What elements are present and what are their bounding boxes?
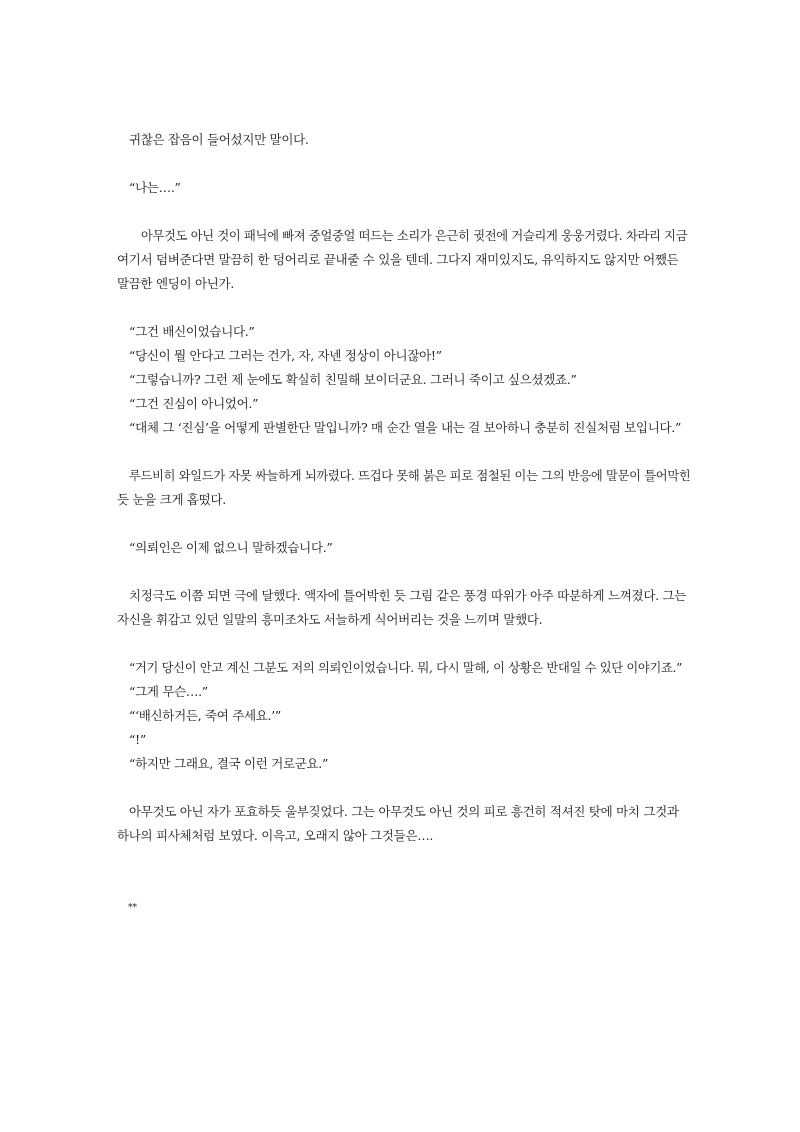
- dialogue-block-1: [117, 320, 691, 440]
- paragraph-7-line: 하나의 피사체처럼 보였다. 이윽고, 오래지 않아 그것들은….: [117, 828, 434, 843]
- paragraph-3-line: 여기서 덤벼준다면 말끔히 한 덩어리로 끝내줄 수 있을 텐데. 그다지 재미있지도, 유익하지도 않지만 어쨌든: [117, 252, 679, 267]
- paragraph-1: 귀찮은 잡음이 들어섰지만 말이다.: [129, 132, 309, 147]
- paragraph-gap: [117, 776, 691, 800]
- paragraph-gap: [117, 560, 691, 584]
- dialogue-line: “당신이 뭘 안다고 그러는 건가, 자, 자넨 정상이 아니잖아!”: [129, 348, 442, 363]
- paragraph-2: “나는….”: [129, 180, 181, 195]
- dialogue-block-2: [117, 656, 691, 776]
- dialogue-line: “그렇습니까? 그런 제 눈에도 확실히 친밀해 보이더군요. 그러니 죽이고 싶으셨겠죠.”: [129, 372, 577, 387]
- paragraph-3: [117, 224, 691, 296]
- dialogue-line: “!”: [129, 732, 146, 747]
- paragraph-4-line: 듯 눈을 크게 홉떴다.: [117, 492, 226, 507]
- paragraph-gap: [117, 296, 691, 320]
- paragraph-6-line: 치정극도 이쯤 되면 극에 달했다. 액자에 틀어박힌 듯 그림 같은 풍경 따위가 아주 따분하게 느껴졌다. 그는: [129, 588, 687, 603]
- paragraph-gap: [117, 152, 691, 176]
- paragraph-7-line: 아무것도 아닌 자가 포효하듯 울부짖었다. 그는 아무것도 아닌 것의 피로 흥건히 적셔진 탓에 마치 그것과: [129, 804, 679, 819]
- paragraph-6-line: 자신을 휘감고 있던 일말의 흥미조차도 서늘하게 식어버리는 것을 느끼며 말했다.: [117, 612, 543, 627]
- scene-break-marker: **: [128, 903, 137, 913]
- dialogue-line: “그건 배신이었습니다.”: [129, 324, 255, 339]
- paragraph-gap: [117, 632, 691, 656]
- paragraph-7: [117, 800, 691, 848]
- paragraph-3-line: 아무것도 아닌 것이 패닉에 빠져 중얼중얼 떠드는 소리가 은근히 귓전에 거슬리게 웅웅거렸다. 차라리 지금: [141, 229, 688, 243]
- paragraph-gap: [117, 200, 691, 224]
- paragraph-gap: [117, 440, 691, 464]
- paragraph-4-line: 루드비히 와일드가 자못 싸늘하게 뇌까렸다. 뜨겁다 못해 붉은 피로 점철된 이는 그의 반응에 말문이 틀어막힌: [129, 469, 691, 483]
- dialogue-line: “그게 무슨….”: [129, 684, 208, 699]
- dialogue-line: “거기 당신이 안고 계신 그분도 저의 의뢰인이었습니다. 뭐, 다시 말해, 이 상황은 반대일 수 있단 이야기죠.”: [129, 661, 683, 675]
- paragraph-6: [117, 584, 691, 632]
- document-body: [117, 128, 691, 848]
- paragraph-3-line: 말끔한 엔딩이 아닌가.: [117, 276, 234, 291]
- dialogue-line: “하지만 그래요, 결국 이런 거로군요.”: [129, 756, 329, 771]
- paragraph-4: [117, 464, 691, 512]
- paragraph-gap: [117, 512, 691, 536]
- dialogue-line: “대체 그 ‘진심’을 어떻게 판별한단 말입니까? 매 순간 열을 내는 걸 보아하니 충분히 진실처럼 보입니다.”: [129, 420, 682, 435]
- dialogue-line: “‘배신하거든, 죽여 주세요.’”: [129, 708, 281, 723]
- dialogue-line: “그건 진심이 아니었어.”: [129, 396, 259, 411]
- paragraph-5: “의뢰인은 이제 없으니 말하겠습니다.”: [129, 540, 333, 555]
